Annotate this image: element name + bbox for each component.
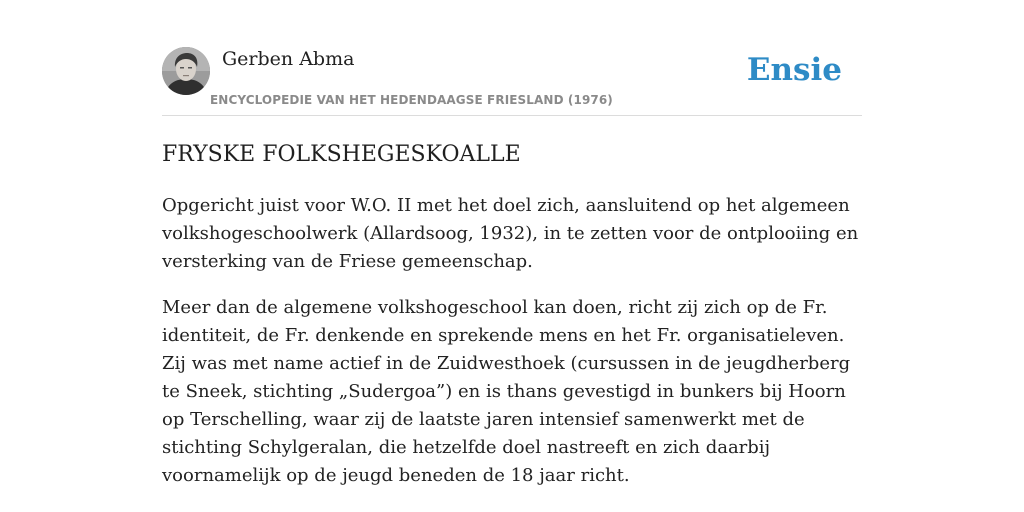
- article-title: FRYSKE FOLKSHEGESKOALLE: [162, 142, 521, 167]
- header-divider: [162, 115, 862, 116]
- author-avatar[interactable]: [162, 47, 210, 95]
- paragraph: Meer dan de algemene volkshogeschool kan doen, richt zij zich op de Fr. identiteit, de Fr. denkende en sprekende mens en het Fr. organisatieleven. Zij was met name actief in de Zuidwesthoek (cursussen in de jeugdherberg te Sneek, stichting „Sudergoa”) en is thans gevestigd in bunkers bij Hoorn op Terschelling, waar zij de laatste jaren intensief samenwerkt met de stichting Schylgeralan, die hetzelfde doel nastreeft en zich daarbij voornamelijk op de jeugd beneden de 18 jaar richt.: [162, 297, 851, 486]
- source-label[interactable]: ENCYCLOPEDIE VAN HET HEDENDAAGSE FRIESLAND (1976): [210, 93, 613, 107]
- author-portrait-image: [162, 47, 210, 95]
- ensie-logo[interactable]: Ensie: [746, 52, 842, 88]
- article-header: [162, 46, 862, 116]
- article-body: [162, 192, 862, 508]
- author-name[interactable]: Gerben Abma: [222, 48, 355, 70]
- paragraph: Opgericht juist voor W.O. II met het doel zich, aansluitend op het algemeen volkshogeschoolwerk (Allardsoog, 1932), in te zetten voor de ontplooiing en versterking van de Friese gemeenschap.: [162, 195, 859, 272]
